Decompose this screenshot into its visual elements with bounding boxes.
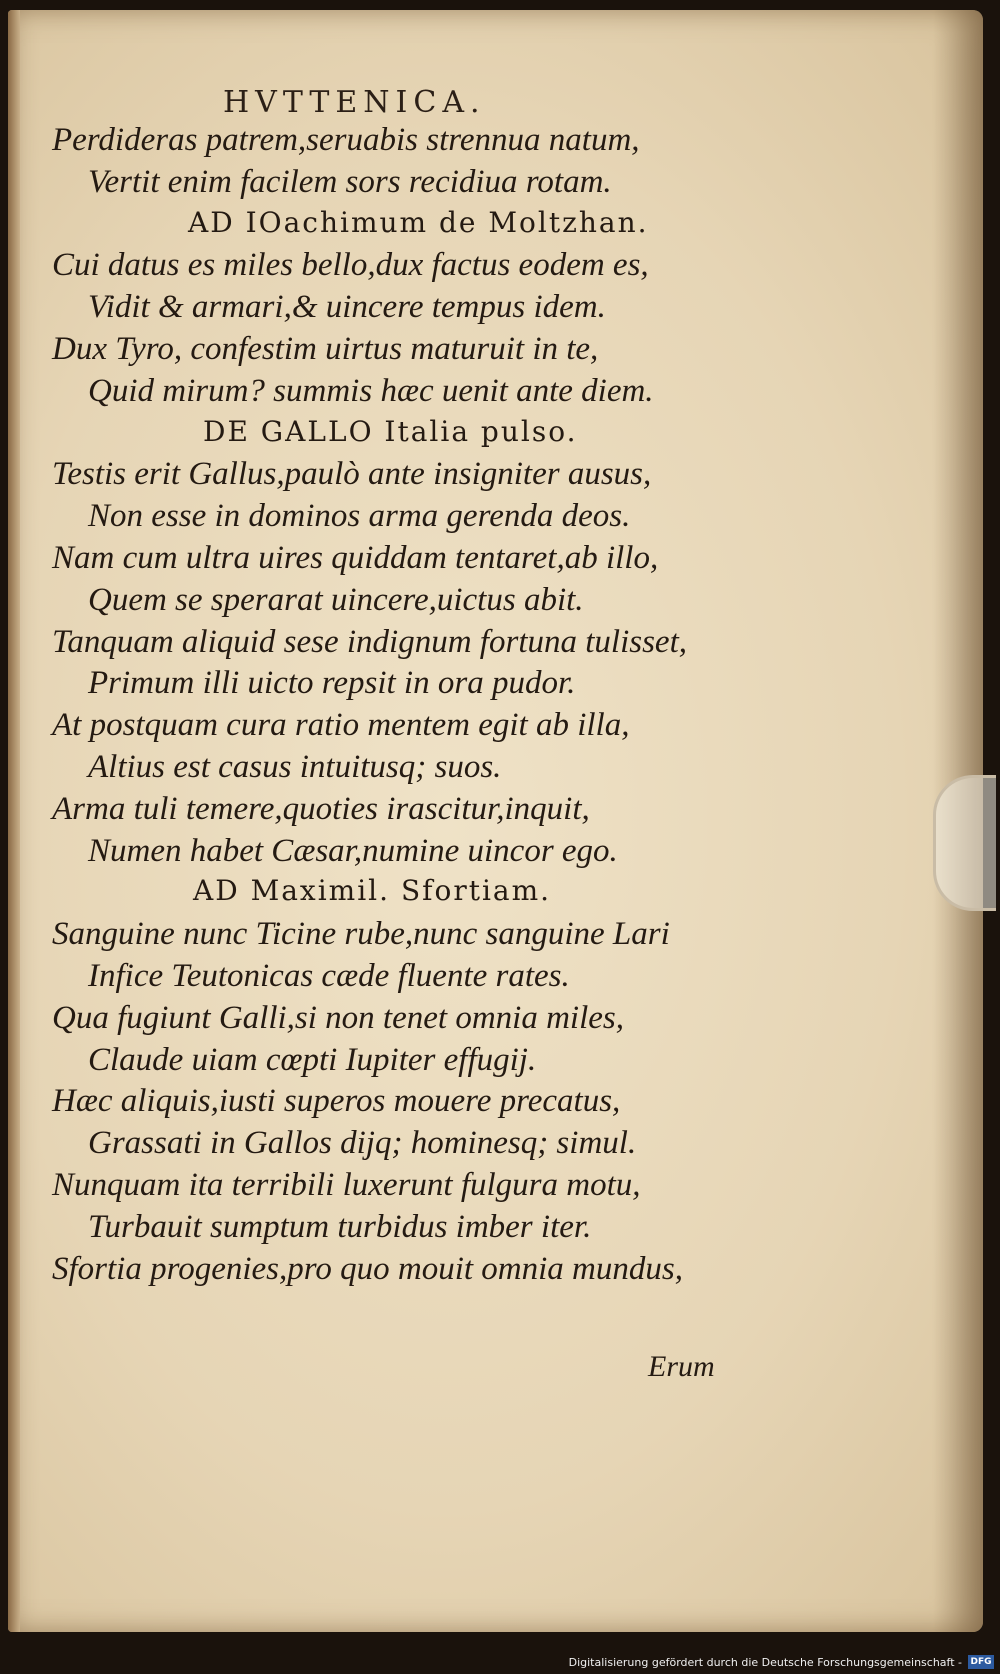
verse-line: Hæc aliquis,iusti superos mouere precatus, [52, 1083, 621, 1120]
running-head: HVTTENICA. [223, 85, 486, 120]
verse-line: Altius est casus intuitusq; suos. [88, 749, 502, 785]
section-heading: AD IOachimum de Moltzhan. [188, 205, 649, 239]
page-gutter [8, 10, 20, 1632]
verse-line: Non esse in dominos arma gerenda deos. [88, 498, 631, 535]
verse-line: Vidit & armari,& uincere tempus idem. [88, 289, 606, 326]
verse-line: Sfortia progenies,pro quo mouit omnia mundus, [52, 1250, 683, 1287]
verse-line: Dux Tyro, confestim uirtus maturuit in te, [52, 331, 599, 367]
verse-line: Numen habet Cæsar,numine uincor ego. [88, 832, 618, 869]
verse-line: Tanquam aliquid sese indignum fortuna tulisset, [52, 623, 687, 660]
verse-line: At postquam cura ratio mentem egit ab illa, [52, 707, 630, 744]
verse-line: Arma tuli temere,quoties irascitur,inquit, [52, 790, 590, 827]
verse-line: Vertit enim facilem sors recidiua rotam. [88, 163, 612, 200]
verse-line: Turbauit sumptum turbidus imber iter. [88, 1208, 592, 1245]
book-page [8, 10, 983, 1632]
verse-line: Sanguine nunc Ticine rube,nunc sanguine Lari [52, 916, 670, 953]
verse-line: Infice Teutonicas cæde fluente rates. [88, 958, 570, 994]
verse-line: Grassati in Gallos dijq; hominesq; simul. [88, 1125, 637, 1162]
verse-line: Quid mirum? summis hæc uenit ante diem. [88, 372, 654, 409]
verse-line: Nam cum ultra uires quiddam tentaret,ab illo, [52, 540, 659, 576]
catchword: Erum [648, 1350, 715, 1383]
verse-line: Primum illi uicto repsit in ora pudor. [88, 665, 576, 702]
page-clip [933, 775, 996, 911]
verse-line: Quem se sperarat uincere,uictus abit. [88, 581, 584, 618]
verse-line: Perdideras patrem,seruabis strennua natum, [52, 122, 640, 158]
section-heading: DE GALLO Italia pulso. [203, 414, 578, 448]
verse-line: Qua fugiunt Galli,si non tenet omnia miles, [52, 999, 624, 1036]
digitization-credit: Digitalisierung gefördert durch die Deutsche Forschungsgemeinschaft - [568, 1656, 962, 1669]
verse-line: Testis erit Gallus,paulò ante insigniter ausus, [52, 456, 652, 493]
verse-line: Claude uiam cœpti Iupiter effugij. [88, 1041, 537, 1078]
section-heading: AD Maximil. Sfortiam. [193, 874, 552, 908]
verse-line: Cui datus es miles bello,dux factus eodem es, [52, 247, 649, 284]
dfg-logo: DFG [968, 1655, 994, 1669]
verse-line: Nunquam ita terribili luxerunt fulgura motu, [52, 1167, 641, 1203]
